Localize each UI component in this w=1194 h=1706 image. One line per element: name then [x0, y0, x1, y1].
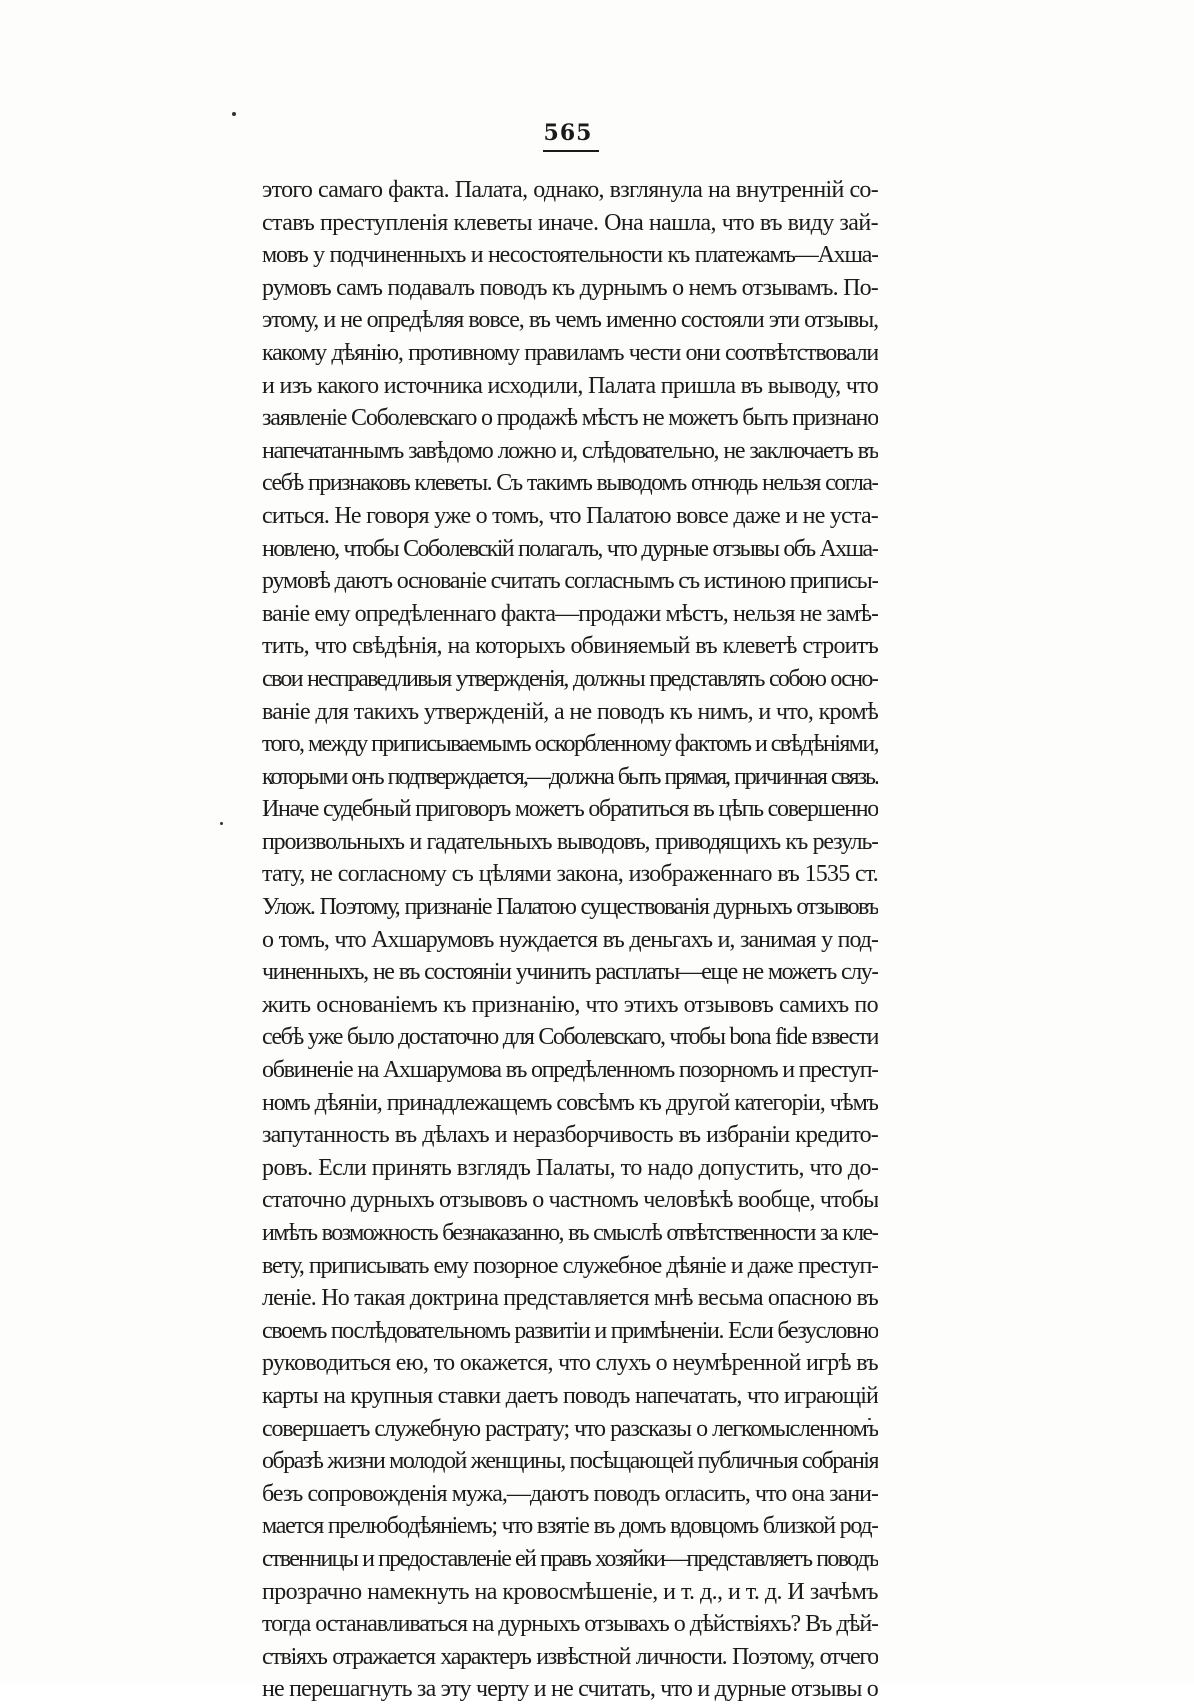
text-line: ставъ преступленія клеветы иначе. Она нашла, что въ виду зай- — [262, 209, 878, 236]
text-line: румовъ самъ подавалъ поводъ къ дурнымъ о немъ отзывамъ. По- — [262, 274, 878, 301]
text-line: заявленіе Соболевскаго о продажѣ мѣстъ не можетъ быть признано — [262, 405, 878, 432]
text-line: мовъ у подчиненныхъ и несостоятельности къ платежамъ—Ахша- — [262, 242, 878, 269]
text-line: свои несправедливыя утвержденія, должны представлять собою осно- — [262, 665, 878, 692]
text-line: статочно дурныхъ отзывовъ о частномъ человѣкѣ вообще, чтобы — [262, 1187, 878, 1214]
page-number: 565 — [543, 120, 593, 146]
text-line: ваніе ему опредѣленнаго факта—продажи мѣстъ, нельзя не замѣ- — [262, 600, 878, 627]
text-line: номъ дѣяніи, принадлежащемъ совсѣмъ къ другой категоріи, чѣмъ — [262, 1089, 878, 1116]
text-line: о томъ, что Ахшарумовъ нуждается въ деньгахъ и, занимая у под- — [262, 926, 878, 953]
text-line: образѣ жизни молодой женщины, посѣщающей публичныя собранія — [262, 1448, 878, 1475]
text-line: чиненныхъ, не въ состояніи учинить расплаты—еще не можетъ слу- — [262, 959, 878, 986]
text-line: обвиненіе на Ахшарумова въ опредѣленномъ позорномъ и преступ- — [262, 1057, 878, 1084]
text-line: леніе. Но такая доктрина представляется мнѣ весьма опасною въ — [262, 1285, 878, 1312]
body-text — [262, 174, 878, 1706]
text-line: румовѣ даютъ основаніе считать согласнымъ съ истиною приписы- — [262, 568, 878, 595]
text-line: этого самаго факта. Палата, однако, взглянула на внутренній со- — [262, 177, 878, 203]
text-line: напечатаннымъ завѣдомо ложно и, слѣдовательно, не заключаетъ въ — [262, 437, 878, 464]
text-line: какому дѣянію, противному правиламъ чести они соотвѣтствовали — [262, 339, 878, 366]
text-line: руководиться ею, то окажется, что слухъ о неумѣренной игрѣ въ — [262, 1350, 878, 1377]
text-line: себѣ признаковъ клеветы. Съ такимъ выводомъ отнюдь нельзя согла- — [262, 470, 878, 497]
text-line: своемъ послѣдовательномъ развитіи и примѣненіи. Если безусловно — [262, 1317, 878, 1344]
text-line: совершаетъ служебную растрату; что разсказы о легкомысленномъ — [262, 1415, 878, 1442]
text-line: имѣть возможность безнаказанно, въ смыслѣ отвѣтственности за кле- — [262, 1220, 878, 1246]
page-number-rule — [543, 150, 599, 152]
text-line: мается прелюбодѣяніемъ; что взятіе въ домъ вдовцомъ близкой род- — [262, 1513, 878, 1540]
text-line: ситься. Не говоря уже о томъ, что Палатою вовсе даже и не уста- — [262, 502, 878, 529]
text-line: того, между приписываемымъ оскорбленному фактомъ и свѣдѣніями, — [262, 731, 878, 758]
text-line: безъ сопровожденія мужа,—даютъ поводъ огласить, что она зани- — [262, 1480, 878, 1507]
text-line: ваніе для такихъ утвержденій, а не поводъ къ нимъ, и что, кромѣ — [262, 698, 878, 725]
print-speck — [232, 112, 236, 116]
print-speck — [220, 822, 223, 825]
text-line: произвольныхъ и гадательныхъ выводовъ, приводящихъ къ резуль- — [262, 828, 878, 855]
text-line: Улож. Поэтому, признаніе Палатою существованія дурныхъ отзывовъ — [262, 894, 878, 921]
text-line: карты на крупныя ставки даетъ поводъ напечатать, что играющій — [262, 1382, 878, 1409]
text-line: вету, приписывать ему позорное служебное дѣяніе и даже преступ- — [262, 1252, 878, 1279]
text-line: не перешагнуть за эту черту и не считать, что и дурные отзывы о — [262, 1676, 878, 1703]
text-line: жить основаніемъ къ признанію, что этихъ отзывовъ самихъ по — [262, 991, 878, 1018]
text-line: тить, что свѣдѣнія, на которыхъ обвиняемый въ клеветѣ строитъ — [262, 633, 878, 660]
text-line: тату, не согласному съ цѣлями закона, изображеннаго въ 1535 ст. — [262, 861, 878, 888]
text-line: ствіяхъ отражается характеръ извѣстной личности. Поэтому, отчего — [262, 1643, 878, 1670]
text-line: и изъ какого источника исходили, Палата пришла въ выводу, что — [262, 372, 878, 399]
text-line: новлено, чтобы Соболевскій полагалъ, что дурные отзывы объ Ахша- — [262, 535, 878, 562]
text-line: ровъ. Если принять взглядъ Палаты, то надо допустить, что до- — [262, 1154, 878, 1181]
text-line: Иначе судебный приговоръ можетъ обратиться въ цѣпь совершенно — [262, 796, 878, 823]
text-line: этому, и не опредѣляя вовсе, въ чемъ именно состояли эти отзывы, — [262, 307, 878, 334]
text-line: прозрачно намекнуть на кровосмѣшеніе, и т. д., и т. д. И зачѣмъ — [262, 1578, 878, 1605]
text-line: ственницы и предоставленіе ей правъ хозяйки—представляетъ поводъ — [262, 1545, 878, 1572]
text-line: запутанность въ дѣлахъ и неразборчивость въ избраніи кредито- — [262, 1122, 878, 1149]
text-line: себѣ уже было достаточно для Соболевскаго, чтобы bona fide взвести — [262, 1024, 878, 1051]
text-line: тогда останавливаться на дурныхъ отзывахъ о дѣйствіяхъ? Въ дѣй- — [262, 1611, 878, 1638]
text-line: которыми онъ подтверждается,—должна быть прямая, причинная связь. — [262, 763, 878, 790]
